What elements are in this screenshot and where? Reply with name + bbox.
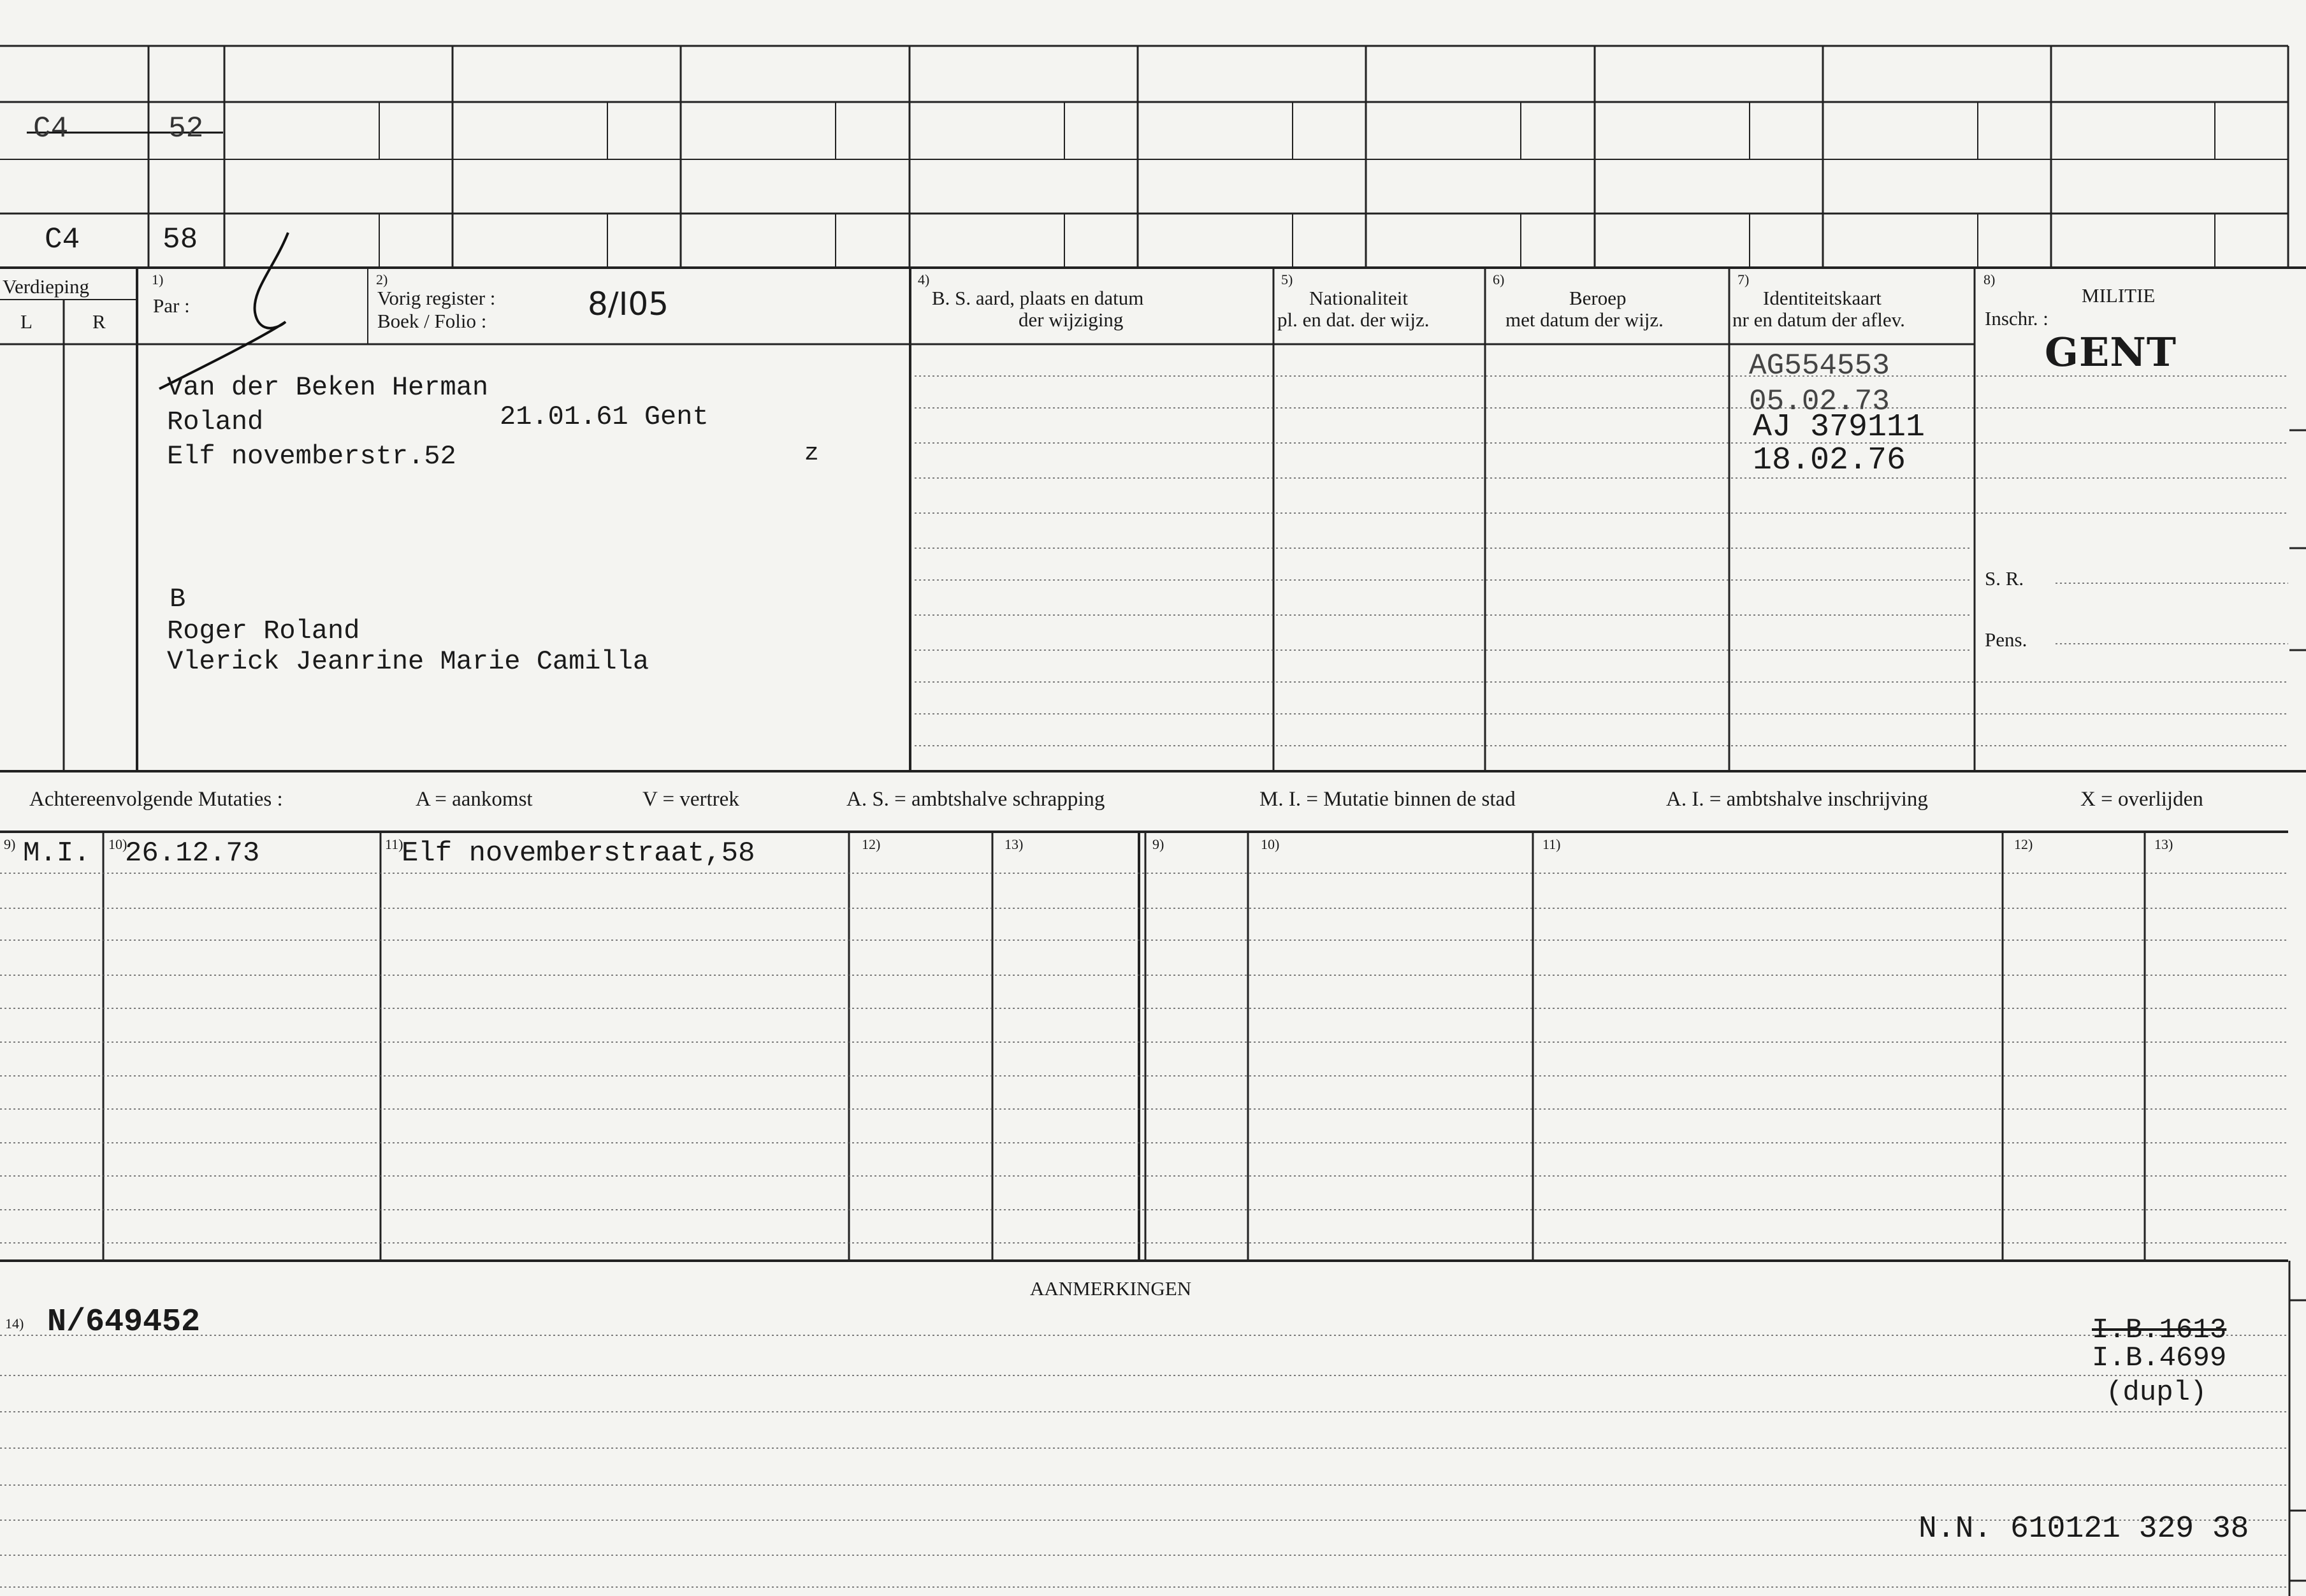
- col2-number: 2): [376, 272, 388, 287]
- legend-title: Achtereenvolgende Mutaties :: [29, 788, 283, 811]
- remarks-dupl: (dupl): [2106, 1377, 2207, 1409]
- col1-number: 1): [152, 272, 164, 287]
- par-label: Par :: [153, 294, 190, 317]
- mut-col11-number: 11): [385, 836, 403, 852]
- militie-heading: MILITIE: [2082, 284, 2156, 307]
- l-label: L: [20, 310, 33, 333]
- col5-heading-line2: pl. en dat. der wijz.: [1277, 308, 1430, 331]
- top-row1-code: [33, 112, 68, 145]
- inschr-stamp: GENT: [2045, 329, 2177, 375]
- pens-label: Pens.: [1985, 628, 2027, 651]
- col8-number: 8): [1983, 272, 1996, 287]
- legend-a: A = aankomst: [416, 788, 533, 811]
- mut-col10-number: 10): [108, 836, 127, 852]
- mut-col13b-number: 13): [2154, 836, 2173, 852]
- top-row1-value: [168, 112, 203, 145]
- remarks-number-label: 14): [5, 1316, 24, 1331]
- legend-mi: M. I. = Mutatie binnen de stad: [1259, 788, 1516, 811]
- mut-col13-number: 13): [1004, 836, 1024, 852]
- col4-heading-line2: der wijziging: [1019, 308, 1124, 331]
- remarks-ib-old: I.B.1613: [2092, 1314, 2227, 1346]
- mut-col12-number: 12): [862, 836, 881, 852]
- person-mother: Vlerick Jeanrine Marie Camilla: [167, 646, 649, 677]
- legend-x: X = overlijden: [2080, 788, 2203, 811]
- person-status: B: [170, 584, 186, 614]
- col7-number: 7): [1737, 272, 1750, 287]
- identity-card-1: AG554553: [1749, 349, 1890, 382]
- inschr-label: Inschr. :: [1985, 307, 2049, 330]
- mutation-address: Elf novemberstraat,58: [402, 838, 755, 869]
- remarks-nn: N.N. 610121 329 38: [1918, 1512, 2249, 1546]
- top-row2-value-text: 58: [163, 223, 198, 256]
- top-row1-value-text: 52: [168, 112, 204, 145]
- top-row1-code-text: C4: [33, 112, 69, 145]
- legend-as: A. S. = ambtshalve schrapping: [846, 788, 1105, 811]
- identity-card-2: AJ 379111: [1753, 409, 1925, 446]
- register-value: 8/I05: [588, 286, 669, 323]
- person-address: Elf novemberstr.52: [167, 441, 456, 472]
- remarks-n-number: N/649452: [47, 1304, 201, 1340]
- verdieping-label: Verdieping: [3, 275, 90, 298]
- vorig-register-label: Vorig register :: [377, 287, 496, 309]
- mut-col9b-number: 9): [1152, 836, 1164, 852]
- person-name-line1: Van der Beken Herman: [167, 372, 489, 403]
- boek-folio-label: Boek / Folio :: [377, 310, 487, 332]
- col7-heading-line2: nr en datum der aflev.: [1732, 308, 1905, 331]
- col6-heading-line2: met datum der wijz.: [1505, 308, 1664, 331]
- r-label: R: [92, 310, 106, 333]
- col5-heading-line1: Nationaliteit: [1309, 287, 1408, 309]
- sr-label: S. R.: [1985, 567, 2024, 590]
- col7-heading-line1: Identiteitskaart: [1763, 287, 1882, 309]
- mutation-type: M.I.: [23, 838, 91, 869]
- col4-heading-line1: B. S. aard, plaats en datum: [932, 287, 1144, 309]
- top-row2-code-text: C4: [45, 223, 80, 256]
- person-mark: z: [804, 440, 819, 467]
- person-birth: 21.01.61 Gent: [500, 402, 709, 432]
- col6-heading-line1: Beroep: [1569, 287, 1627, 309]
- top-row2-value: [163, 223, 198, 256]
- identity-date-2: 18.02.76: [1753, 442, 1906, 479]
- mut-col10b-number: 10): [1261, 836, 1280, 852]
- remarks-ib-new: I.B.4699: [2092, 1342, 2227, 1374]
- remarks-title: AANMERKINGEN: [1030, 1277, 1192, 1300]
- col5-number: 5): [1281, 272, 1293, 287]
- mut-col11b-number: 11): [1542, 836, 1561, 852]
- mutation-date: 26.12.73: [125, 838, 260, 869]
- person-name-line2: Roland: [167, 407, 264, 437]
- identity-date-1: 05.02.73: [1749, 385, 1890, 418]
- col4-number: 4): [918, 272, 930, 287]
- mut-col12b-number: 12): [2014, 836, 2033, 852]
- mut-col9-number: 9): [4, 836, 16, 852]
- person-father: Roger Roland: [167, 616, 360, 646]
- top-row2-code: [45, 223, 80, 256]
- legend-ai: A. I. = ambtshalve inschrijving: [1666, 788, 1928, 811]
- legend-v: V = vertrek: [642, 788, 739, 811]
- col6-number: 6): [1493, 272, 1505, 287]
